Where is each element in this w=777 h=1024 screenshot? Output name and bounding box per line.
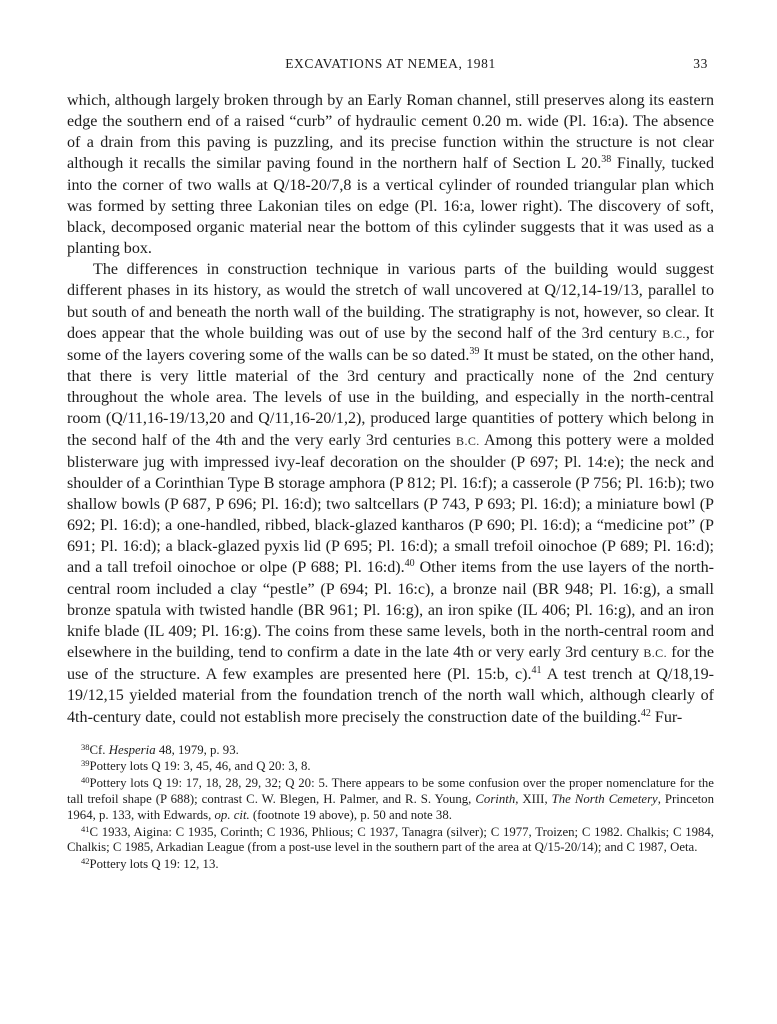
footnote-38: $^{38}$Cf. Hesperia 48, 1979, p. 93.	[81, 741, 239, 757]
footnote-41: $^{41}$C 1933, Aigina: C 1935, Corinth; C 1936, Phlious; C 1937, Tanagra (silver); C 1977, Troizen; C 1982. Chalkis; C 1984, Chalkis; C 1985, Arkadian League (from a post-use level in the southern part of the area at Q/15-20/14); and C 1987, Oeta.	[67, 823, 714, 855]
footnote-ref-42[interactable]: 42	[640, 707, 651, 719]
footnote-39: $^{39}$Pottery lots Q 19: 3, 45, 46, and Q 20: 3, 8.	[81, 758, 311, 774]
footnotes	[67, 743, 714, 873]
page-header	[67, 56, 714, 78]
paragraph-2: The differences in construction technique in various parts of the building would suggest different phases in its history, as would the stretch of wall uncovered at Q/12,14-19/13, parallel to but south of and beneath the north wall of the building. The stratigraphy is not, however, so clear. It does appear that the whole building was out of use by the second half of the 3rd century B.C., for some of the layers covering some of the walls can be so dated.$^{39}$ It must be stated, on the other hand, that there is very little material of the 3rd century and practically none of the 2nd century throughout the whole area. The levels of use in the building, and especially in the north-central room (Q/11,16-19/13,20 and Q/11,16-20/1,2), produced large quantities of pottery which belong in the second half of the 4th and the very early 3rd centuries B.C. Among this pottery were a molded blisterware jug with impressed ivy-leaf decoration on the shoulder (P 697; Pl. 14:e); the neck and shoulder of a Corinthian Type B storage amphora (P 812; Pl. 16:f); a casserole (P 756; Pl. 16:b); two shallow bowls (P 687, P 696; Pl. 16:d); two saltcellars (P 743, P 693; Pl. 16:d); a miniature bowl (P 692; Pl. 16:d); a one-handled, ribbed, black-glazed kantharos (P 690; Pl. 16:d); a “medicine pot” (P 691; Pl. 16:d); a black-glazed pyxis lid (P 695; Pl. 16:d); a small trefoil oinochoe (P 689; Pl. 16:d); and a tall trefoil oinochoe or olpe (P 688; Pl. 16:d).$^{40}$ Other items from the use layers of the north-central room included a clay “pestle” (P 694; Pl. 16:c), a bronze nail (BR 948; Pl. 16:g), a small bronze spatula with twisted handle (BR 961; Pl. 16:g), an iron spike (IL 406; Pl. 16:g), and an iron knife blade (IL 409; Pl. 16:g). The coins from these same levels, both in the north-central room and elsewhere in the building, tend to confirm a date in the late 4th or very early 3rd century B.C. for the use of the structure. A few examples are presented here (Pl. 15:b, c).$^{41}$ A test trench at Q/18,19-19/12,15 yielded material from the foundation trench of the north wall which, although clearly of 4th-century date, could not establish more precisely the construction date of the building.$^{42}$ Fur-	[67, 261, 715, 726]
footnote-42: $^{42}$Pottery lots Q 19: 12, 13.	[81, 856, 219, 872]
footnote-ref-39[interactable]: 39	[469, 345, 480, 357]
page	[67, 56, 714, 874]
footnote-40: $^{40}$Pottery lots Q 19: 17, 18, 28, 29, 32; Q 20: 5. There appears to be some confusion over the proper nomenclature for the tall trefoil shape (P 688); contrast C. W. Blegen, H. Palmer, and R. S. Young, Corinth, XIII, The North Cemetery, Princeton 1964, p. 133, with Edwards, op. cit. (footnote 19 above), p. 50 and note 38.	[67, 775, 714, 822]
body-text	[67, 90, 714, 728]
footnote-ref-40[interactable]: 40	[404, 558, 415, 570]
footnote-ref-38[interactable]: 38	[601, 154, 612, 166]
paragraph-1: which, although largely broken through by an Early Roman channel, still preserves along its eastern edge the southern end of a raised “curb” of hydraulic cement 0.20 m. wide (Pl. 16:a). The absence of a drain from this paving is puzzling, and its precise function within the structure is not clear although it recalls the similar paving found in the northern half of Section L 20.38 Finally, tucked into the corner of two walls at Q/18-20/7,8 is a vertical cylinder of rounded triangular plan which was formed by setting three Lakonian tiles on edge (Pl. 16:a, lower right). The discovery of soft, black, decomposed organic material near the bottom of this cylinder suggests that it was used as a planting box.	[67, 92, 714, 258]
page-number: 33	[693, 56, 708, 71]
running-title: EXCAVATIONS AT NEMEA, 1981	[285, 56, 496, 71]
footnote-ref-41[interactable]: 41	[531, 665, 542, 677]
